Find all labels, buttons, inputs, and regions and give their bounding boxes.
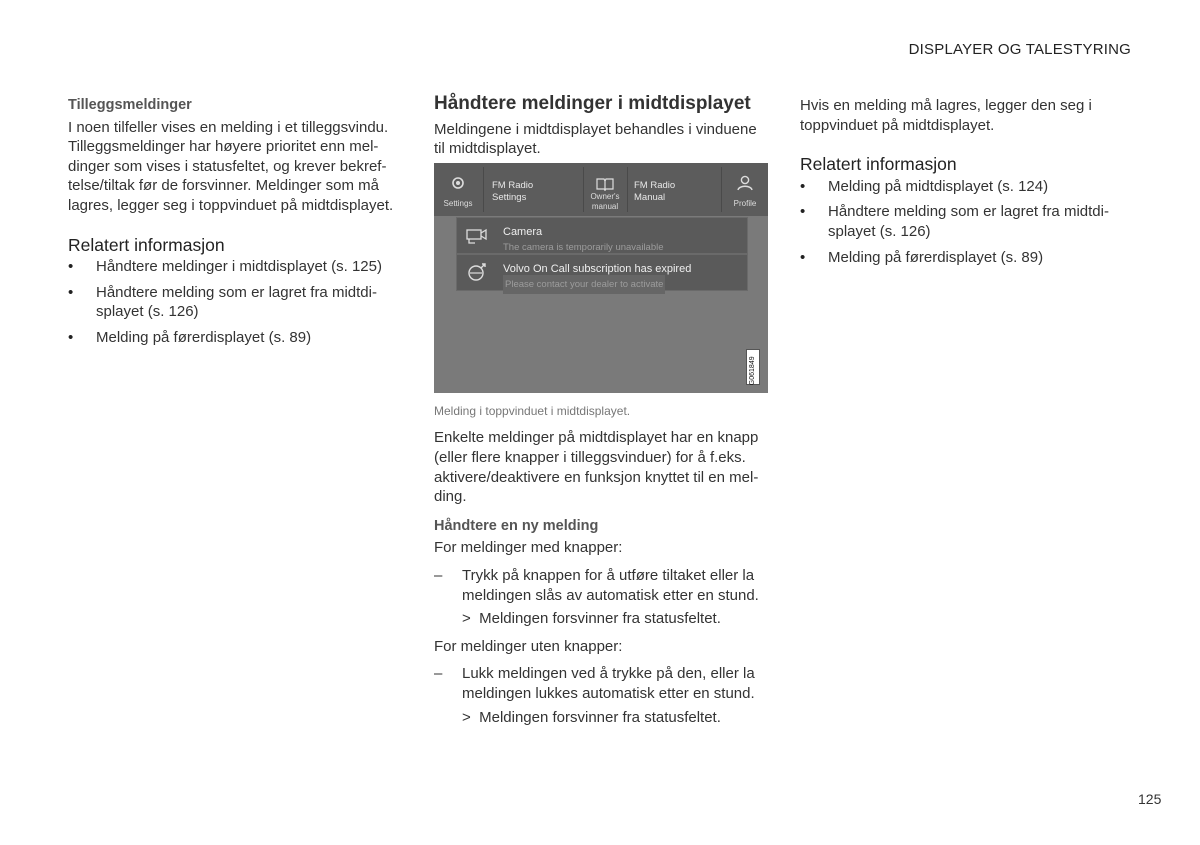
result-text: Meldingen forsvinner fra statusfeltet. <box>479 708 721 726</box>
section-heading: Håndtere meldinger i midtdisplayet <box>434 93 751 114</box>
message-volvo-on-call[interactable] <box>456 254 748 291</box>
tile-label: FM Radio Manual <box>634 179 676 203</box>
figure-code <box>746 349 760 385</box>
related-link[interactable]: • Håndtere meldinger i midtdisplayet (s. 125) <box>68 257 396 277</box>
result-text: Meldingen forsvinner fra statusfeltet. <box>479 610 721 628</box>
column-middle <box>434 94 770 727</box>
book-icon <box>596 177 614 191</box>
message-title: Volvo On Call subscription has expired <box>503 262 692 275</box>
dash-marker: – <box>434 566 443 584</box>
tile-label: FM Radio Settings <box>492 179 534 203</box>
column-left <box>68 96 396 354</box>
result-item <box>434 708 770 728</box>
body-paragraph: Hvis en melding må lagres, legger den seg i toppvinduet på midtdisplayet. <box>800 97 1092 134</box>
tile-fm-radio-settings[interactable] <box>484 163 582 216</box>
step-item <box>434 664 770 703</box>
step-text: Trykk på knappen for å utføre tiltaket eller la meldingen slås av automatisk etter en stund. <box>462 566 759 604</box>
related-heading: Relatert informasjon <box>800 154 957 175</box>
message-subtitle: The camera is temporarily unavailable <box>503 241 664 253</box>
related-list <box>800 177 1130 267</box>
result-item <box>434 609 770 629</box>
related-link[interactable]: • Håndtere melding som er lagret fra midtdisplayet (s. 126) <box>800 202 1130 241</box>
tile-caption: Owner's manual <box>590 191 620 211</box>
related-heading: Relatert informasjon <box>68 234 225 255</box>
tile-fm-radio-manual[interactable] <box>628 163 720 216</box>
center-display-illustration <box>434 163 768 393</box>
settings-icon <box>450 175 466 191</box>
section-subheading: Håndtere en ny melding <box>434 517 599 534</box>
tile-profile[interactable] <box>722 163 768 216</box>
profile-icon <box>736 175 754 191</box>
result-marker: > <box>462 708 471 726</box>
figure-code-text: G061849 <box>749 356 757 385</box>
intro-paragraph: Meldingene i midtdisplayet behandles i vinduene til midtdisplayet. <box>434 120 757 158</box>
related-link[interactable]: • Melding på førerdisplayet (s. 89) <box>68 328 396 348</box>
page-number: 125 <box>1138 791 1162 807</box>
page-header: DISPLAYER OG TALESTYRING <box>908 41 1131 58</box>
tile-owners-manual[interactable] <box>584 163 626 216</box>
message-camera[interactable] <box>456 217 748 254</box>
message-title: Camera <box>503 225 543 238</box>
section-subheading: Tilleggsmeldinger <box>68 97 192 113</box>
related-link[interactable]: • Melding på midtdisplayet (s. 124) <box>800 177 1130 197</box>
volvo-logo-icon <box>465 261 489 283</box>
camera-icon <box>465 224 489 246</box>
top-bar <box>434 163 768 216</box>
message-subtitle: Please contact your dealer to activate <box>503 275 665 295</box>
body-paragraph: I noen tilfeller vises en melding i et tilleggsvindu. Tilleggsmeldinger har høyere prioritet enn meldinger som vises i statusfeltet, og krever bekreftelse/tiltak før de forsvinner. Meldinger som må lagres, legger seg i toppvinduet på midtdisplayet. <box>68 118 394 214</box>
tile-caption: Profile <box>733 198 757 208</box>
related-list <box>68 257 396 347</box>
body-paragraph: Enkelte meldinger på midtdisplayet har en knapp (eller flere knapper i tilleggsvinduer) for å f.eks. aktivere/deaktivere en funksjon knyttet til en melding. <box>434 429 759 506</box>
step-item <box>434 566 770 605</box>
related-link[interactable]: • Melding på førerdisplayet (s. 89) <box>800 248 1130 268</box>
step-text: Lukk meldingen ved å trykke på den, eller la meldingen lukkes automatisk etter en stund. <box>462 665 755 702</box>
result-marker: > <box>462 610 471 628</box>
body-paragraph: For meldinger uten knapper: <box>434 637 623 655</box>
related-link[interactable]: • Håndtere melding som er lagret fra midtdisplayet (s. 126) <box>68 283 396 322</box>
column-right <box>800 96 1130 273</box>
dash-marker: – <box>434 665 443 683</box>
body-paragraph: For meldinger med knapper: <box>434 539 623 557</box>
tile-settings[interactable] <box>434 163 482 216</box>
figure-caption: Melding i toppvinduet i midtdisplayet. <box>434 403 631 418</box>
tile-caption: Settings <box>443 198 473 208</box>
